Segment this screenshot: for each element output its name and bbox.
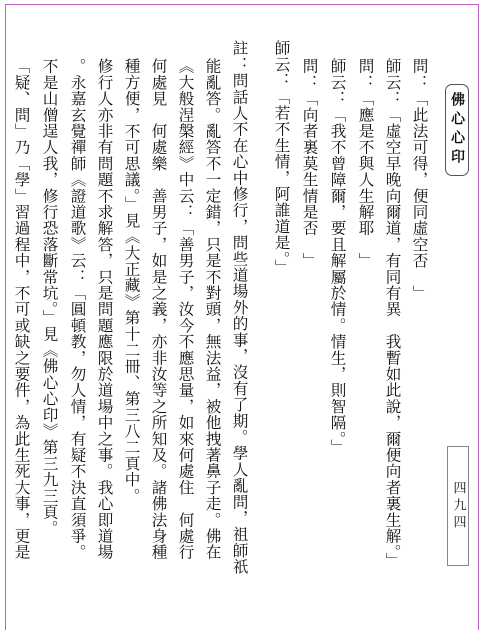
- dialogue-line-2: 師云：「虛空早晚向爾道，有同有異 我暫如此說，爾便向者裏生解。」: [383, 58, 402, 569]
- page-number-box: [447, 446, 469, 566]
- dialogue-line-4: 師云：「我不曾障爾，要且解屬於情。情生，則智隔。」: [328, 58, 347, 456]
- note-line-2: 能亂答。亂答不一定錯，只是不對頭，無法益，被他拽著鼻子走。佛在: [203, 58, 222, 561]
- dialogue-line-6: 師云：「若不生情，阿誰道是。」: [272, 40, 291, 276]
- dialogue-line-3: 問：「應是不與人生解耶 」: [356, 58, 375, 269]
- note-line-3: 《大般涅槃經》中云：「善男子，汝今不應思量，如來何處住 何處行: [176, 58, 195, 561]
- note-line-9: 「疑、問」乃「學」習過程中，不可或缺之要件，為此生死大事，更是: [12, 58, 31, 561]
- note-line-5: 種方便，不可思議。」見《大正藏》第十二冊、第三八二頁中。: [122, 58, 141, 504]
- note-line-7: 。永嘉玄覺禪師《證道歌》云：「圓頓教，勿人情，有疑不決直須爭。: [68, 58, 87, 561]
- dialogue-line-5: 問：「向者裏莫生情是否 」: [300, 58, 319, 269]
- note-line-8: 不是山僧逞人我，修行恐落斷常坑。」見《佛心心印》第三九三頁。: [40, 58, 59, 537]
- book-title-box: [445, 84, 469, 176]
- page-number: 四九四: [450, 480, 466, 532]
- note-line-1: 註：問話人不在心中修行，問些道場外的事，沒有了期。學人亂問，祖師祇: [230, 40, 249, 575]
- note-line-4: 何處見 何處樂 善男子，如是之義，亦非汝等之所知及。諸佛法身種: [149, 58, 168, 561]
- dialogue-line-1: 問：「此法可得，便同虛空否 」: [410, 58, 429, 301]
- note-line-6: 修行人亦非有問題不求解答，只是問題應限於道場中之事。我心即道場: [95, 58, 114, 561]
- book-title: 佛心心印: [449, 92, 465, 168]
